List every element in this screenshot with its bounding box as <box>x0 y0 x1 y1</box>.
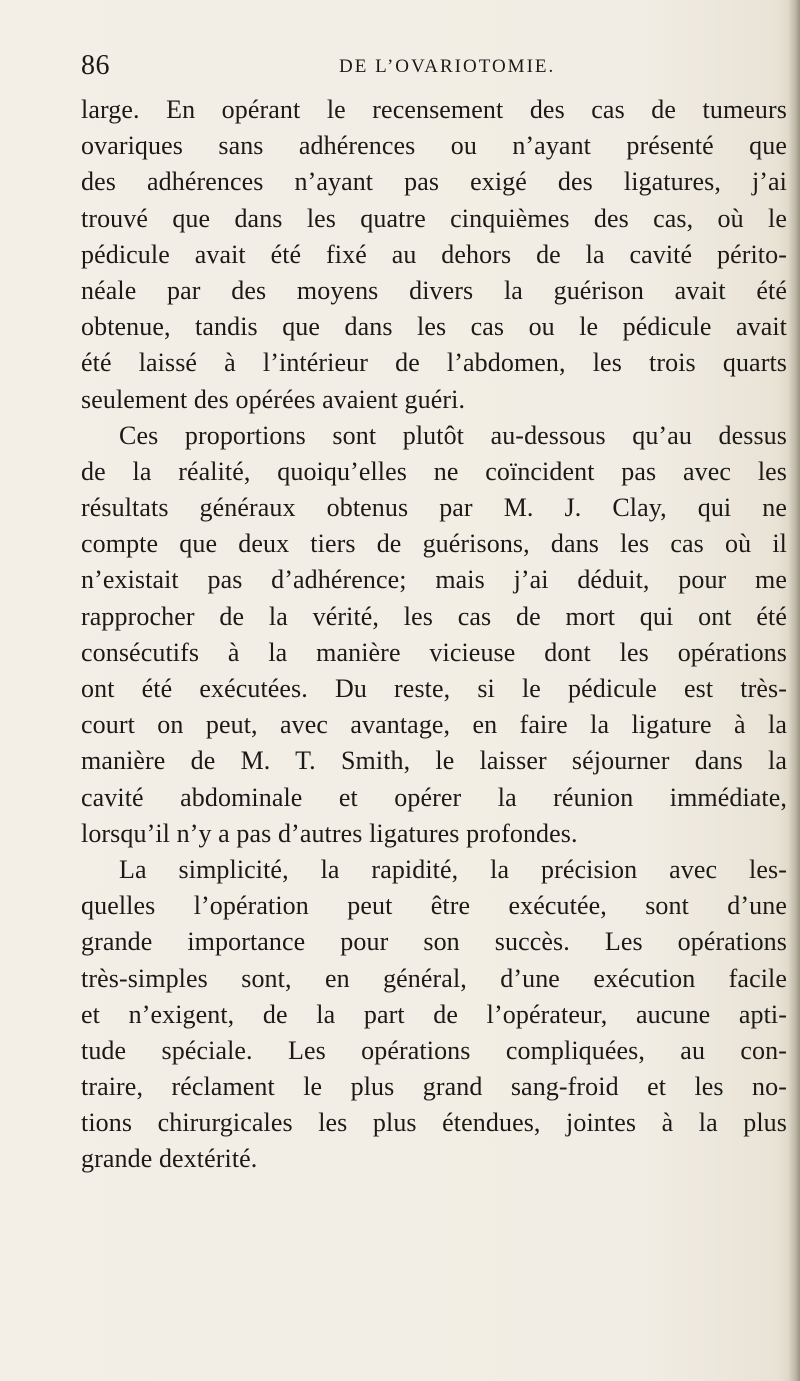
page-number: 86 <box>81 50 110 81</box>
running-head: DE L’OVARIOTOMIE. <box>339 56 556 77</box>
text-line: de la réalité, quoiqu’elles ne coïncident pas avec les <box>81 456 787 486</box>
text-line: La simplicité, la rapidité, la précision avec les- <box>119 854 787 884</box>
text-line: quelles l’opération peut être exécutée, sont d’une <box>81 891 787 921</box>
text-line: obtenue, tandis que dans les cas ou le pédicule avait <box>81 312 787 342</box>
text-line: compte que deux tiers de guérisons, dans les cas où il <box>81 529 787 559</box>
text-line: résultats généraux obtenus par M. J. Clay, qui ne <box>81 493 787 523</box>
text-line: néale par des moyens divers la guérison avait été <box>81 275 787 305</box>
text-line: traire, réclament le plus grand sang-froid et les no- <box>81 1072 787 1102</box>
text-line: rapprocher de la vérité, les cas de mort qui ont été <box>81 601 787 631</box>
text-line: lorsqu’il n’y a pas d’autres ligatures profondes. <box>81 818 578 848</box>
text-line: ovariques sans adhérences ou n’ayant présenté que <box>81 131 787 161</box>
text-line: court on peut, avec avantage, en faire la ligature à la <box>81 710 787 740</box>
text-line: n’existait pas d’adhérence; mais j’ai déduit, pour me <box>81 565 787 595</box>
text-line: grande dextérité. <box>81 1144 258 1174</box>
text-line: Ces proportions sont plutôt au-dessous qu’au dessus <box>119 420 787 450</box>
text-line: seulement des opérées avaient guéri. <box>81 384 466 414</box>
text-line: ont été exécutées. Du reste, si le pédicule est très- <box>81 674 787 703</box>
text-line: consécutifs à la manière vicieuse dont les opérations <box>81 637 787 667</box>
body-text <box>81 92 787 1178</box>
text-line: manière de M. T. Smith, le laisser séjourner dans la <box>81 746 787 776</box>
page-edge-shadow <box>788 0 800 1381</box>
text-line: grande importance pour son succès. Les opérations <box>81 927 787 957</box>
text-line: été laissé à l’intérieur de l’abdomen, les trois quarts <box>81 348 787 378</box>
text-line: tions chirurgicales les plus étendues, jointes à la plus <box>81 1108 787 1138</box>
text-line: tude spéciale. Les opérations compliquées, au con- <box>81 1035 787 1065</box>
text-line: cavité abdominale et opérer la réunion immédiate, <box>81 782 787 812</box>
text-line: très-simples sont, en général, d’une exécution facile <box>81 963 787 993</box>
text-line: trouvé que dans les quatre cinquièmes des cas, où le <box>81 203 787 233</box>
page-header <box>81 50 771 90</box>
text-line: des adhérences n’ayant pas exigé des ligatures, j’ai <box>81 167 787 197</box>
text-line: large. En opérant le recensement des cas de tumeurs <box>81 95 787 124</box>
text-line: et n’exigent, de la part de l’opérateur, aucune apti- <box>81 999 787 1029</box>
text-line: pédicule avait été fixé au dehors de la cavité périto- <box>81 239 787 269</box>
